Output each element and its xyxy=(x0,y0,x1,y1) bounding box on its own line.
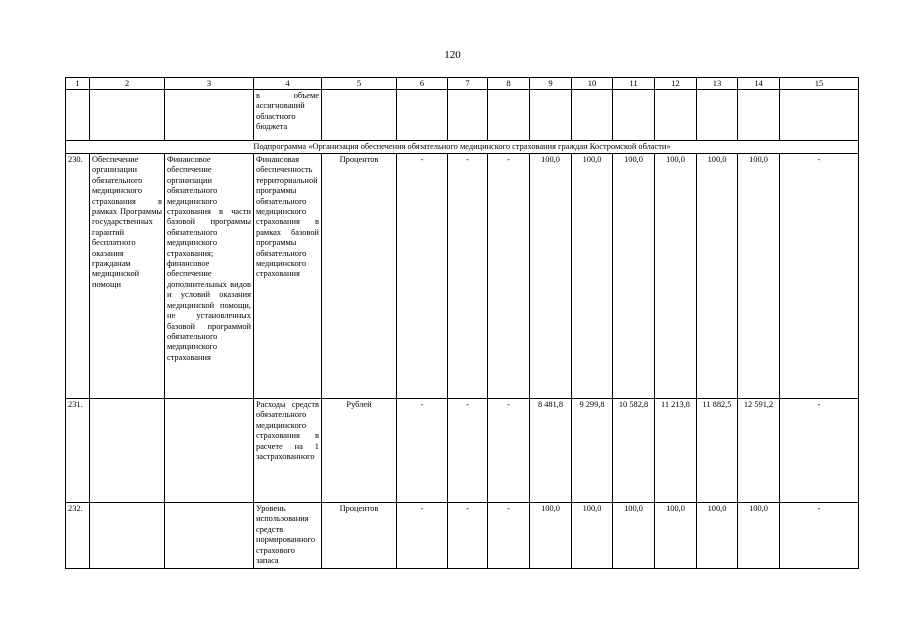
column-number: 1 xyxy=(66,78,90,90)
column-number-row xyxy=(66,78,859,90)
page-number: 120 xyxy=(444,49,461,61)
value-cell: - xyxy=(448,399,488,503)
value-cell: - xyxy=(448,503,488,569)
value-cell: - xyxy=(780,399,859,503)
indicator-cell: Расходы средств обязательного медицинского страхования в расчете на 1 застрахованного xyxy=(254,399,322,503)
column-number: 8 xyxy=(488,78,530,90)
value-cell: 100,0 xyxy=(572,503,613,569)
indicator-cell: в объеме ассигнований областного бюджета xyxy=(254,90,322,141)
value-cell: 9 299,8 xyxy=(572,399,613,503)
indicator-cell: Финансовая обеспеченность территориальной программы обязательного медицинского страхования в рамках базовой программы обязательного медицинского страхования xyxy=(254,154,322,399)
value-cell: - xyxy=(397,154,448,399)
column-number: 14 xyxy=(738,78,780,90)
value-cell: 100,0 xyxy=(530,154,572,399)
row-number: 230. xyxy=(66,154,90,399)
column-number: 4 xyxy=(254,78,322,90)
column-number: 11 xyxy=(613,78,655,90)
table-row xyxy=(66,399,859,503)
value-cell: - xyxy=(488,503,530,569)
value-cell: 100,0 xyxy=(697,503,738,569)
column-number: 5 xyxy=(322,78,397,90)
column-number: 9 xyxy=(530,78,572,90)
task-cell xyxy=(165,503,254,569)
value-cell: - xyxy=(397,503,448,569)
value-cell: 10 582,8 xyxy=(613,399,655,503)
table-row xyxy=(66,503,859,569)
value-cell: 100,0 xyxy=(655,154,697,399)
column-number: 6 xyxy=(397,78,448,90)
event-cell xyxy=(90,399,165,503)
value-cell: - xyxy=(448,154,488,399)
value-cell: 100,0 xyxy=(697,154,738,399)
value-cell: 100,0 xyxy=(655,503,697,569)
indicator-cell: Уровень использования средств нормированного страхового запаса xyxy=(254,503,322,569)
value-cell: 100,0 xyxy=(738,154,780,399)
value-cell: - xyxy=(780,154,859,399)
event-cell: Обеспечение организации обязательного медицинского страхования в рамках Программы государственных гарантий бесплатного оказания гражданам медицинской помощи xyxy=(90,154,165,399)
row-number: 232. xyxy=(66,503,90,569)
column-number: 3 xyxy=(165,78,254,90)
value-cell: 11 213,8 xyxy=(655,399,697,503)
value-cell: - xyxy=(488,399,530,503)
value-cell: - xyxy=(397,399,448,503)
column-number: 15 xyxy=(780,78,859,90)
value-cell: 12 591,2 xyxy=(738,399,780,503)
task-cell xyxy=(165,399,254,503)
column-number: 12 xyxy=(655,78,697,90)
value-cell: 100,0 xyxy=(738,503,780,569)
unit-cell: Процентов xyxy=(322,154,397,399)
table-row xyxy=(66,154,859,399)
value-cell: - xyxy=(780,503,859,569)
column-number: 2 xyxy=(90,78,165,90)
task-cell: Финансовое обеспечение организации обязательного медицинского страхования в части базовой программы обязательного медицинского страхования; финансовое обеспечение дополнительных видов и условий оказания медицинской помощи, не установленных базовой программой обязательного медицинского страхования xyxy=(165,154,254,399)
value-cell: 100,0 xyxy=(613,503,655,569)
table-row-continuation xyxy=(66,90,859,141)
subprogram-row xyxy=(66,141,859,154)
column-number: 13 xyxy=(697,78,738,90)
value-cell: 100,0 xyxy=(613,154,655,399)
value-cell: 100,0 xyxy=(572,154,613,399)
value-cell: 8 481,8 xyxy=(530,399,572,503)
unit-cell: Рублей xyxy=(322,399,397,503)
column-number: 7 xyxy=(448,78,488,90)
value-cell: 100,0 xyxy=(530,503,572,569)
value-cell: - xyxy=(488,154,530,399)
unit-cell: Процентов xyxy=(322,503,397,569)
event-cell xyxy=(90,503,165,569)
indicators-table xyxy=(65,77,859,569)
row-number: 231. xyxy=(66,399,90,503)
column-number: 10 xyxy=(572,78,613,90)
value-cell: 11 882,5 xyxy=(697,399,738,503)
subprogram-title: Подпрограмма «Организация обеспечения обязательного медицинского страхования граждан Костромской области» xyxy=(66,141,859,154)
